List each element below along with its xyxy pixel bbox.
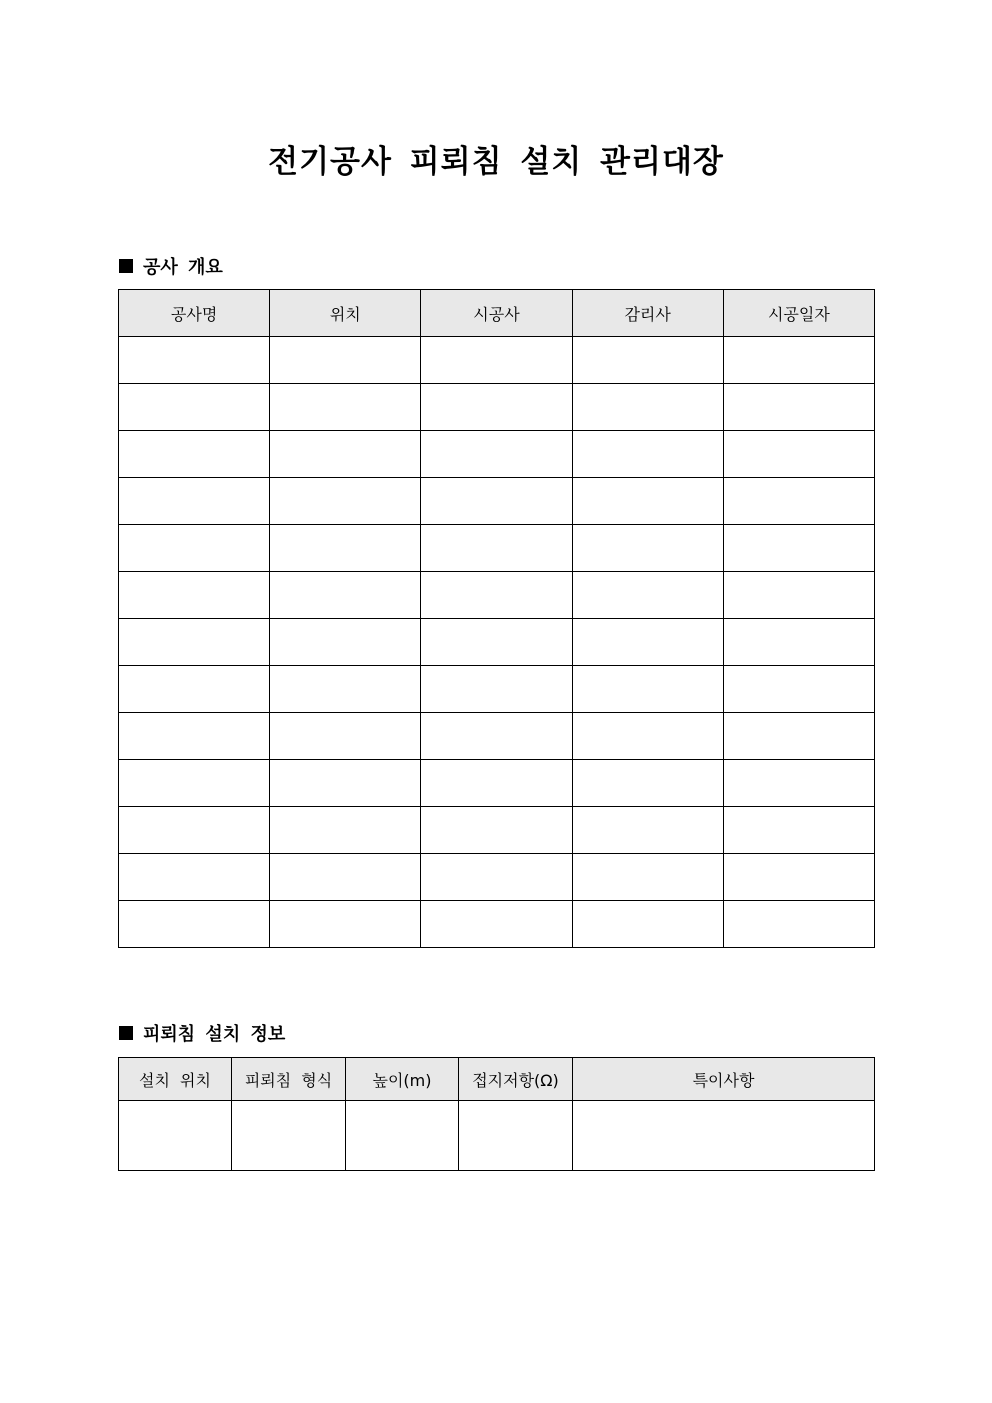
table-cell[interactable] bbox=[421, 713, 572, 760]
table-row bbox=[119, 525, 875, 572]
column-header-rod-type: 피뢰침 형식 bbox=[232, 1058, 346, 1101]
table-cell[interactable] bbox=[572, 525, 723, 572]
table-cell[interactable] bbox=[270, 619, 421, 666]
table-cell[interactable] bbox=[119, 760, 270, 807]
table-cell[interactable] bbox=[421, 337, 572, 384]
square-bullet-icon bbox=[119, 1026, 133, 1040]
table-row bbox=[119, 901, 875, 948]
table-cell[interactable] bbox=[232, 1101, 346, 1171]
column-header-contractor: 시공사 bbox=[421, 290, 572, 337]
table-cell[interactable] bbox=[572, 854, 723, 901]
table-cell[interactable] bbox=[421, 901, 572, 948]
square-bullet-icon bbox=[119, 259, 133, 273]
table-cell[interactable] bbox=[270, 572, 421, 619]
table-cell[interactable] bbox=[723, 807, 874, 854]
table-cell[interactable] bbox=[421, 760, 572, 807]
table-cell[interactable] bbox=[270, 525, 421, 572]
table-cell[interactable] bbox=[270, 337, 421, 384]
table-row bbox=[119, 666, 875, 713]
table-cell[interactable] bbox=[572, 337, 723, 384]
table-cell[interactable] bbox=[572, 384, 723, 431]
table-cell[interactable] bbox=[572, 713, 723, 760]
install-info-table bbox=[118, 1057, 875, 1171]
table-row bbox=[119, 854, 875, 901]
column-header-remarks: 특이사항 bbox=[573, 1058, 875, 1101]
table-row bbox=[119, 713, 875, 760]
table-cell[interactable] bbox=[270, 478, 421, 525]
table-cell[interactable] bbox=[270, 901, 421, 948]
table-cell[interactable] bbox=[119, 1101, 232, 1171]
table-row bbox=[119, 1101, 875, 1171]
table-cell[interactable] bbox=[119, 854, 270, 901]
table-cell[interactable] bbox=[119, 384, 270, 431]
table-row bbox=[119, 384, 875, 431]
column-header-supervisor: 감리사 bbox=[572, 290, 723, 337]
table-cell[interactable] bbox=[723, 619, 874, 666]
table-cell[interactable] bbox=[119, 431, 270, 478]
table-cell[interactable] bbox=[723, 713, 874, 760]
table-row bbox=[119, 619, 875, 666]
document-title: 전기공사 피뢰침 설치 관리대장 bbox=[268, 144, 724, 180]
table-cell[interactable] bbox=[421, 619, 572, 666]
table-cell[interactable] bbox=[421, 384, 572, 431]
table-cell[interactable] bbox=[421, 572, 572, 619]
table-cell[interactable] bbox=[723, 478, 874, 525]
section-heading-label: 공사 개요 bbox=[143, 257, 223, 278]
table-cell[interactable] bbox=[572, 666, 723, 713]
table-cell[interactable] bbox=[421, 525, 572, 572]
section-heading-overview bbox=[119, 253, 223, 279]
table-cell[interactable] bbox=[723, 337, 874, 384]
table-cell[interactable] bbox=[572, 760, 723, 807]
table-cell[interactable] bbox=[572, 431, 723, 478]
overview-table bbox=[118, 289, 875, 948]
section-heading-install-info bbox=[119, 1020, 285, 1046]
table-row bbox=[119, 807, 875, 854]
column-header-ground-resistance: 접지저항(Ω) bbox=[459, 1058, 573, 1101]
table-row bbox=[119, 337, 875, 384]
column-header-location: 위치 bbox=[270, 290, 421, 337]
column-header-install-location: 설치 위치 bbox=[119, 1058, 232, 1101]
table-cell[interactable] bbox=[723, 431, 874, 478]
table-cell[interactable] bbox=[119, 901, 270, 948]
column-header-height: 높이(m) bbox=[346, 1058, 459, 1101]
table-cell[interactable] bbox=[119, 713, 270, 760]
table-cell[interactable] bbox=[572, 807, 723, 854]
table-cell[interactable] bbox=[346, 1101, 459, 1171]
table-cell[interactable] bbox=[421, 807, 572, 854]
table-cell[interactable] bbox=[270, 854, 421, 901]
table-cell[interactable] bbox=[421, 666, 572, 713]
table-cell[interactable] bbox=[270, 760, 421, 807]
table-cell[interactable] bbox=[573, 1101, 875, 1171]
section-heading-label: 피뢰침 설치 정보 bbox=[143, 1024, 286, 1045]
table-cell[interactable] bbox=[421, 854, 572, 901]
table-row bbox=[119, 431, 875, 478]
table-cell[interactable] bbox=[119, 525, 270, 572]
table-cell[interactable] bbox=[572, 478, 723, 525]
table-cell[interactable] bbox=[119, 619, 270, 666]
table-cell[interactable] bbox=[572, 619, 723, 666]
table-cell[interactable] bbox=[723, 901, 874, 948]
table-cell[interactable] bbox=[723, 525, 874, 572]
table-cell[interactable] bbox=[270, 713, 421, 760]
table-cell[interactable] bbox=[119, 478, 270, 525]
table-row bbox=[119, 760, 875, 807]
table-header-row bbox=[119, 290, 875, 337]
table-header-row bbox=[119, 1058, 875, 1101]
table-cell[interactable] bbox=[572, 572, 723, 619]
table-cell[interactable] bbox=[459, 1101, 573, 1171]
table-cell[interactable] bbox=[572, 901, 723, 948]
table-cell[interactable] bbox=[270, 807, 421, 854]
column-header-project-name: 공사명 bbox=[119, 290, 270, 337]
table-cell[interactable] bbox=[119, 666, 270, 713]
table-cell[interactable] bbox=[723, 854, 874, 901]
table-cell[interactable] bbox=[723, 572, 874, 619]
column-header-construction-date: 시공일자 bbox=[723, 290, 874, 337]
table-cell[interactable] bbox=[723, 384, 874, 431]
table-cell[interactable] bbox=[270, 666, 421, 713]
table-cell[interactable] bbox=[723, 760, 874, 807]
table-cell[interactable] bbox=[421, 478, 572, 525]
table-cell[interactable] bbox=[723, 666, 874, 713]
table-cell[interactable] bbox=[270, 431, 421, 478]
table-row bbox=[119, 478, 875, 525]
table-cell[interactable] bbox=[270, 384, 421, 431]
table-cell[interactable] bbox=[119, 337, 270, 384]
table-cell[interactable] bbox=[119, 807, 270, 854]
table-cell[interactable] bbox=[119, 572, 270, 619]
table-row bbox=[119, 572, 875, 619]
table-cell[interactable] bbox=[421, 431, 572, 478]
